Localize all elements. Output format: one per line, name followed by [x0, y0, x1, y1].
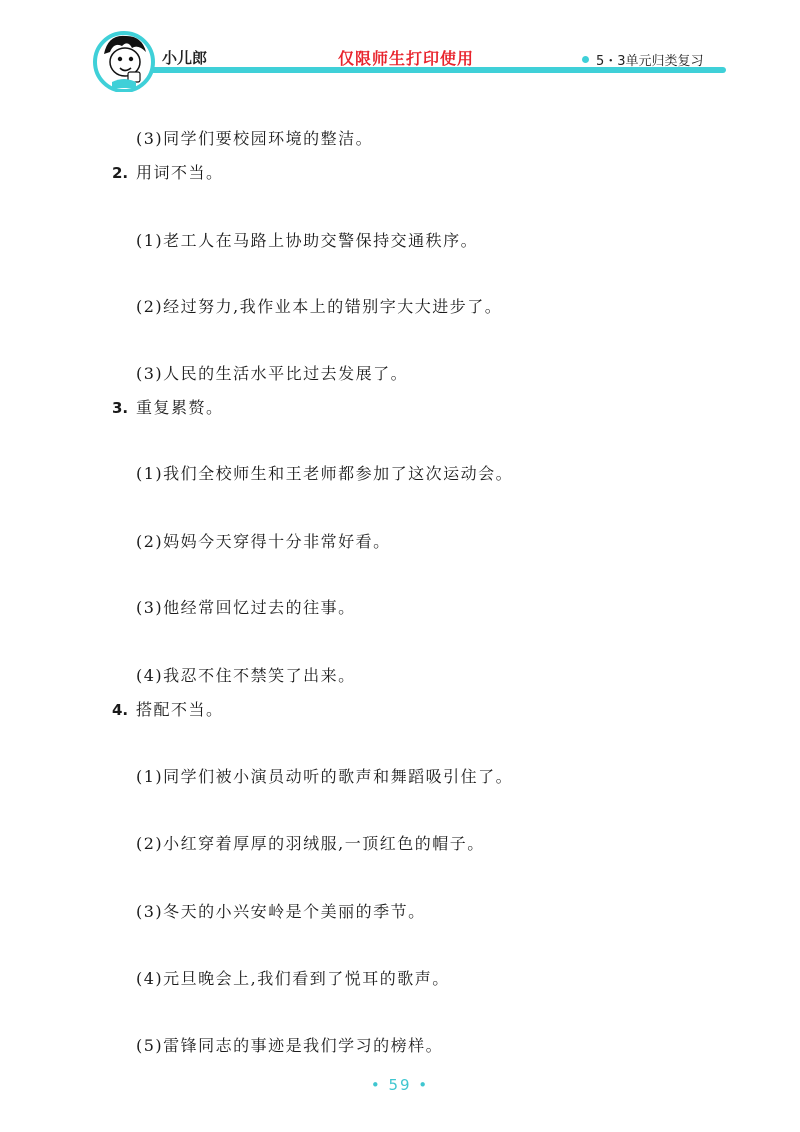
q3-item-2: (2)妈妈今天穿得十分非常好看。 [136, 532, 391, 551]
question-3-heading [112, 398, 224, 418]
question-number: 4. [112, 701, 129, 719]
q1-item-3: (3)同学们要校园环境的整洁。 [136, 129, 374, 148]
q4-item-3: (3)冬天的小兴安岭是个美丽的季节。 [136, 902, 426, 921]
section-tag [582, 50, 704, 69]
section-dot-icon [582, 56, 589, 63]
print-notice: 仅限师生打印使用 [338, 49, 475, 68]
q2-item-2: (2)经过努力,我作业本上的错别字大大进步了。 [136, 297, 503, 316]
question-4-heading [112, 700, 224, 720]
question-number: 3. [112, 399, 129, 417]
q2-item-1: (1)老工人在马路上协助交警保持交通秩序。 [136, 231, 479, 250]
q3-item-3: (3)他经常回忆过去的往事。 [136, 598, 356, 617]
q4-item-4: (4)元旦晚会上,我们看到了悦耳的歌声。 [136, 969, 450, 988]
q3-item-4: (4)我忍不住不禁笑了出来。 [136, 666, 356, 685]
q4-item-5: (5)雷锋同志的事迹是我们学习的榜样。 [136, 1036, 444, 1055]
q3-item-1: (1)我们全校师生和王老师都参加了这次运动会。 [136, 464, 514, 483]
page-number: • 59 • [370, 1076, 430, 1094]
question-title: 重复累赘。 [136, 398, 224, 417]
q2-item-3: (3)人民的生活水平比过去发展了。 [136, 364, 409, 383]
q4-item-1: (1)同学们被小演员动听的歌声和舞蹈吸引住了。 [136, 767, 514, 786]
question-2-heading [112, 163, 224, 183]
question-number: 2. [112, 164, 129, 182]
page-header [0, 0, 800, 100]
mascot-logo [92, 28, 156, 92]
question-title: 搭配不当。 [136, 700, 224, 719]
section-label: 5・3单元归类复习 [596, 54, 704, 69]
question-title: 用词不当。 [136, 163, 224, 182]
brand-name: 小儿郎 [162, 49, 208, 67]
q4-item-2: (2)小红穿着厚厚的羽绒服,一顶红色的帽子。 [136, 834, 485, 853]
